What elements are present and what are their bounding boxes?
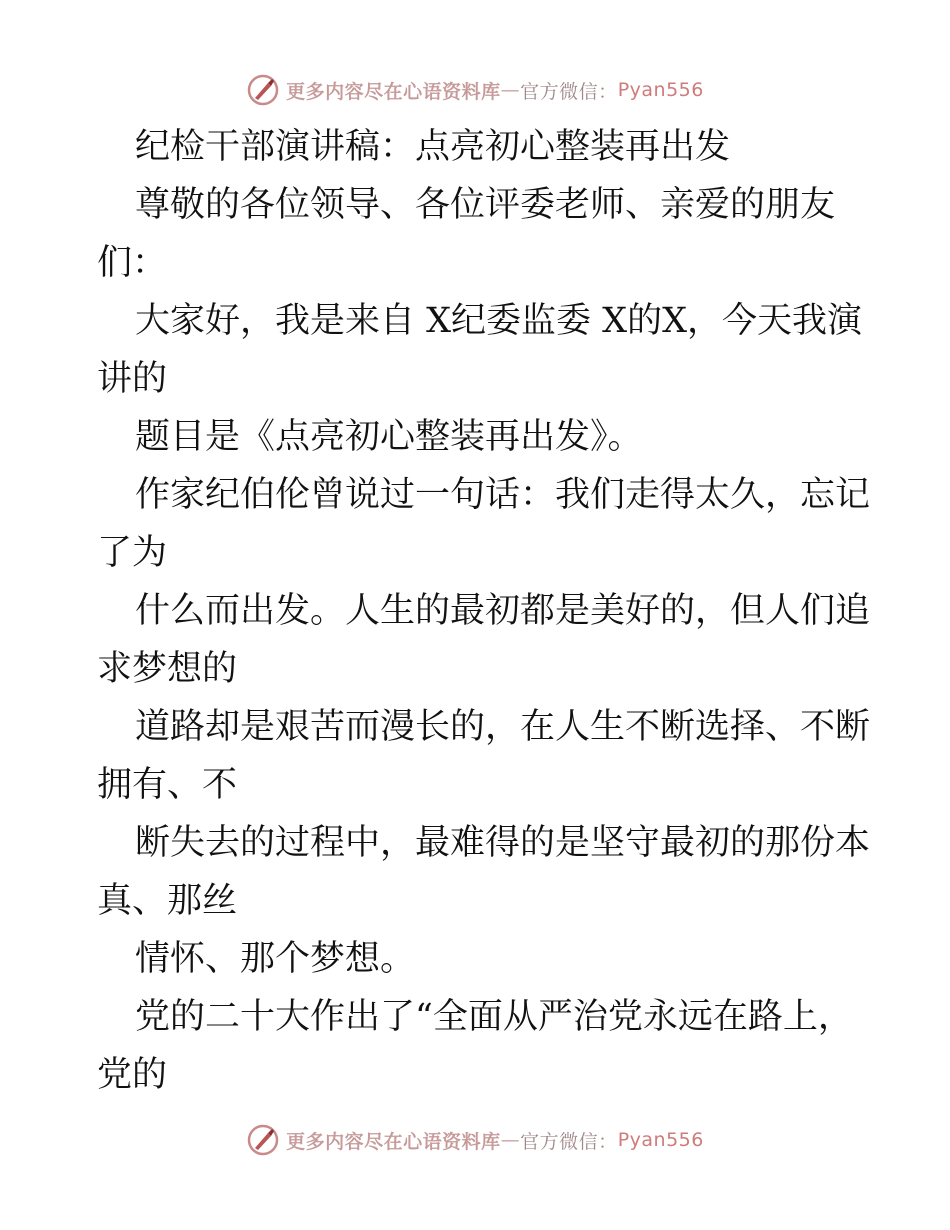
text-line: 了为 xyxy=(97,533,168,573)
watermark-wechat-label: 官方微信： xyxy=(520,80,618,103)
pen-logo-icon xyxy=(246,73,280,107)
text-line: 作家纪伯伦曾说过一句话：我们走得太久，忘记 xyxy=(135,475,871,515)
watermark-header xyxy=(0,70,950,110)
text-line: 党的二十大作出了“全面从严治党永远在路上， xyxy=(135,997,853,1037)
text-line: 情怀、那个梦想。 xyxy=(135,939,416,979)
pen-logo-icon xyxy=(246,1123,280,1157)
text-line: 讲的 xyxy=(97,359,168,399)
text-line: 道路却是艰苦而漫长的，在人生不断选择、不断 xyxy=(135,707,871,747)
watermark-text: 更多内容尽在心语资料库 xyxy=(286,1130,501,1153)
text-line: 们： xyxy=(97,243,168,283)
text-line: 拥有、不 xyxy=(97,765,238,805)
text-line: 断失去的过程中，最难得的是坚守最初的那份本 xyxy=(135,823,871,863)
document-body xyxy=(97,118,871,1104)
text-line: 题目是《点亮初心整装再出发》。 xyxy=(135,417,643,457)
text-line: 大家好，我是来自 X纪委监委 X的X，今天我演 xyxy=(135,301,863,341)
watermark-dash: — xyxy=(500,79,521,101)
text-line: 党的 xyxy=(97,1055,168,1095)
text-line: 什么而出发。人生的最初都是美好的，但人们追 xyxy=(135,591,871,631)
watermark-dash: — xyxy=(500,1129,521,1151)
watermark-wechat-label: 官方微信： xyxy=(520,1130,618,1153)
text-line: 真、那丝 xyxy=(97,881,238,921)
watermark-wechat-id: Pyan556 xyxy=(617,1129,704,1151)
watermark-wechat-id: Pyan556 xyxy=(617,79,704,101)
text-line: 尊敬的各位领导、各位评委老师、亲爱的朋友 xyxy=(135,185,836,225)
watermark-footer xyxy=(0,1120,950,1160)
watermark-text: 更多内容尽在心语资料库 xyxy=(286,80,501,103)
document-title: 纪检干部演讲稿：点亮初心整装再出发 xyxy=(135,127,731,167)
text-line: 求梦想的 xyxy=(97,649,238,689)
